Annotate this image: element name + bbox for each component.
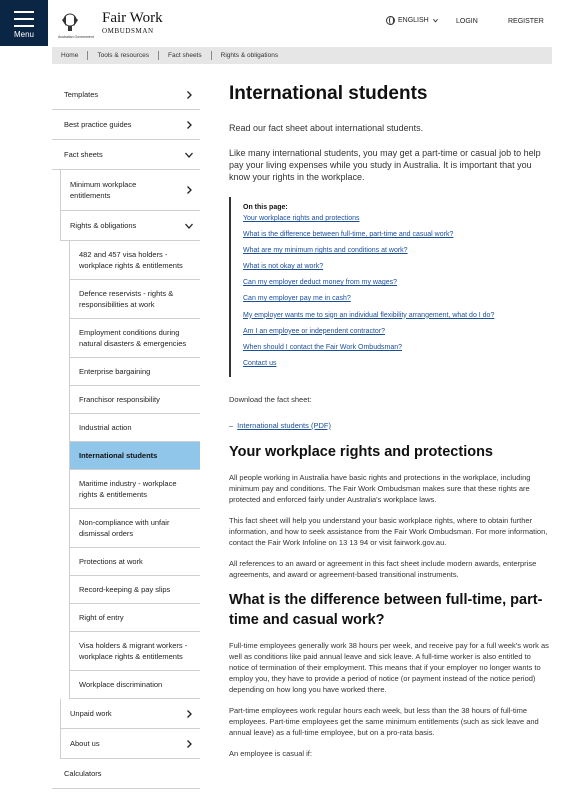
sidebar-item-label: Fact sheets <box>64 150 103 159</box>
language-selector[interactable] <box>386 16 439 25</box>
sidebar-item-label: Visa holders & migrant workers - workplace rights & entitlements <box>79 641 188 661</box>
sidebar-item-protections-at-work[interactable] <box>69 548 200 576</box>
chevron-down-icon[interactable] <box>184 221 194 231</box>
sidebar-item-label: Industrial action <box>79 423 132 432</box>
sidebar-item-label: Maritime industry - workplace rights & entitlements <box>79 479 177 499</box>
toc-link-flexibility[interactable]: My employer wants me to sign an individual flexibility arrangement, what do I do? <box>243 311 495 319</box>
fair-work-logo[interactable] <box>58 8 178 40</box>
section-work-types-para: Full-time employees generally work 38 hours per week, and receive pay for a full week's work as well as conditions like paid annual leave and sick leave. A full-time worker is also entitled to notice of termination of their employment. This means that if your employer no longer wants to employ you, they have to provide a period of notice (or payment instead of the notice period) depending on how long you have worked there. <box>229 640 549 694</box>
toc-link-work-types[interactable]: What is the difference between full-time, part-time and casual work? <box>243 231 454 239</box>
sidebar-item-unpaid-work[interactable] <box>60 699 200 729</box>
sidebar-item-label: Enterprise bargaining <box>79 367 151 376</box>
menu-button[interactable] <box>0 0 48 46</box>
intro-text: Read our fact sheet about international students. <box>229 123 424 133</box>
chevron-right-icon[interactable] <box>184 709 194 719</box>
breadcrumb-tools-resources[interactable]: Tools & resources <box>88 51 159 60</box>
site-header <box>0 0 566 46</box>
breadcrumb-home[interactable]: Home <box>52 51 88 60</box>
page-title: International students <box>229 83 428 104</box>
toc-link-contact-fwo[interactable]: When should I contact the Fair Work Ombudsman? <box>243 343 402 351</box>
sidebar-item-best-practice-guides[interactable] <box>52 110 200 140</box>
brand-subtitle: OMBUDSMAN <box>102 27 154 35</box>
sidebar-item-label: International students <box>79 451 158 460</box>
sidebar-item-fact-sheets[interactable] <box>52 140 200 170</box>
sidebar-item-label: Templates <box>64 90 99 99</box>
login-link[interactable]: LOGIN <box>456 18 478 25</box>
section-rights-heading: Your workplace rights and protections <box>229 443 493 460</box>
sidebar-item-482-and-457-visa-holders-workplace-rights-entitlements[interactable] <box>69 241 200 280</box>
sidebar-item-about-us[interactable] <box>60 729 200 759</box>
on-this-page <box>229 197 549 377</box>
sidebar-item-calculators[interactable] <box>52 759 200 789</box>
chevron-right-icon[interactable] <box>184 739 194 749</box>
sidebar-item-label: Franchisor responsibility <box>79 395 160 404</box>
sidebar-item-label: Right of entry <box>79 613 124 622</box>
download-label: Download the fact sheet: <box>229 394 312 404</box>
crest-caption: Australian Government <box>58 35 94 39</box>
sidebar-item-non-compliance-with-unfair-dismissal-orders[interactable] <box>69 509 200 548</box>
chevron-right-icon[interactable] <box>184 120 194 130</box>
toc-link-contact-us[interactable]: Contact us <box>243 359 277 367</box>
section-rights-para: This fact sheet will help you understand your basic workplace rights, where to obtain further information, and how to seek assistance from the Fair Work Ombudsman. For more information, contact the Fair Work Infoline on 13 13 94 or visit fairwork.gov.au. <box>229 515 548 547</box>
sidebar-item-label: Record-keeping & pay slips <box>79 585 171 594</box>
toc-link-rights[interactable]: Your workplace rights and protections <box>243 215 360 222</box>
breadcrumb <box>52 47 552 64</box>
download-item <box>229 421 549 430</box>
sidebar-item-label: Employment conditions during natural disasters & emergencies <box>79 328 187 348</box>
sidebar-item-label: Protections at work <box>79 557 143 566</box>
sidebar-item-visa-holders-migrant-workers-workplace-rights-entitlements[interactable] <box>69 632 200 671</box>
sidebar-item-employment-conditions-during-natural-disasters-emergencies[interactable] <box>69 319 200 358</box>
sidebar-item-industrial-action[interactable] <box>69 414 200 442</box>
hamburger-icon <box>14 11 34 32</box>
sidebar-item-label: Workplace discrimination <box>79 680 163 689</box>
sidebar-item-label: Unpaid work <box>70 709 112 718</box>
section-work-types-para: Part-time employees work regular hours each week, but less than the 38 hours of full-time employees. Part-time employees get the same minimum entitlements (such as sick leave and annual leave) as a full-time employee, but on a pro-rata basis. <box>229 705 539 737</box>
sidebar-item-defence-reservists-rights-responsibilities-at-work[interactable] <box>69 280 200 319</box>
sidebar-item-label: Defence reservists - rights & responsibilities at work <box>79 289 174 309</box>
sidebar-item-label: Rights & obligations <box>70 221 137 230</box>
chevron-right-icon[interactable] <box>184 185 194 195</box>
list-dash: – <box>229 420 234 430</box>
globe-icon <box>386 16 395 25</box>
section-rights-para: All people working in Australia have basic rights and protections in the workplace, including minimum pay and conditions. The Fair Work Ombudsman makes sure that these rights are protected and enforced fairly under Australia's workplace laws. <box>229 472 531 504</box>
chevron-right-icon[interactable] <box>184 90 194 100</box>
sidebar-item-label: About us <box>70 739 100 748</box>
toc-heading: On this page: <box>243 204 288 211</box>
sidebar-item-label: Calculators <box>64 769 102 778</box>
coat-of-arms-icon <box>58 10 82 34</box>
brand-name: Fair Work <box>102 10 163 26</box>
section-rights-para: All references to an award or agreement in this fact sheet include modern awards, enterprise agreements, and award or agreement-based transitional instruments. <box>229 558 537 579</box>
toc-link-contractor[interactable]: Am I an employee or independent contractor? <box>243 327 386 335</box>
breadcrumb-rights-obligations[interactable]: Rights & obligations <box>220 52 279 59</box>
sidebar-item-label: Non-compliance with unfair dismissal orders <box>79 518 170 538</box>
sidebar-item-minimum-workplace-entitlements[interactable] <box>60 170 200 211</box>
sidebar-item-maritime-industry-workplace-rights-entitlements[interactable] <box>69 470 200 509</box>
sidebar-item-rights-obligations[interactable] <box>60 211 200 241</box>
lead-text: Like many international students, you may get a part-time or casual job to help pay your living expenses while you study in Australia. It is important that you know your rights in the workplace. <box>229 148 541 182</box>
sidebar-item-right-of-entry[interactable] <box>69 604 200 632</box>
chevron-down-icon[interactable] <box>184 150 194 160</box>
sidebar-item-label: Best practice guides <box>64 120 132 129</box>
toc-link-minimum-rights[interactable]: What are my minimum rights and conditions at work? <box>243 247 408 255</box>
section-work-types-para: An employee is casual if: <box>229 748 312 758</box>
main-content <box>229 82 549 759</box>
sidebar-item-franchisor-responsibility[interactable] <box>69 386 200 414</box>
sidebar-item-international-students[interactable] <box>69 442 200 470</box>
register-link[interactable]: REGISTER <box>508 18 544 25</box>
download-pdf-link[interactable]: International students (PDF) <box>237 420 331 430</box>
toc-link-deductions[interactable]: Can my employer deduct money from my wages? <box>243 279 398 287</box>
chevron-down-icon <box>432 17 439 24</box>
sidebar-item-workplace-discrimination[interactable] <box>69 671 200 699</box>
section-work-types-heading: What is the difference between full-time, part-time and casual work? <box>229 591 543 628</box>
sidebar-item-label: 482 and 457 visa holders - workplace rights & entitlements <box>79 250 183 270</box>
menu-label: Menu <box>13 30 34 39</box>
sidebar-item-templates[interactable] <box>52 80 200 110</box>
language-label: ENGLISH <box>398 17 429 24</box>
toc-link-cash[interactable]: Can my employer pay me in cash? <box>243 295 351 303</box>
sidebar-nav <box>52 80 200 789</box>
sidebar-item-record-keeping-pay-slips[interactable] <box>69 576 200 604</box>
sidebar-item-label: Minimum workplace entitlements <box>70 180 137 200</box>
breadcrumb-fact-sheets[interactable]: Fact sheets <box>159 51 212 60</box>
sidebar-item-enterprise-bargaining[interactable] <box>69 358 200 386</box>
toc-link-not-okay[interactable]: What is not okay at work? <box>243 263 324 271</box>
